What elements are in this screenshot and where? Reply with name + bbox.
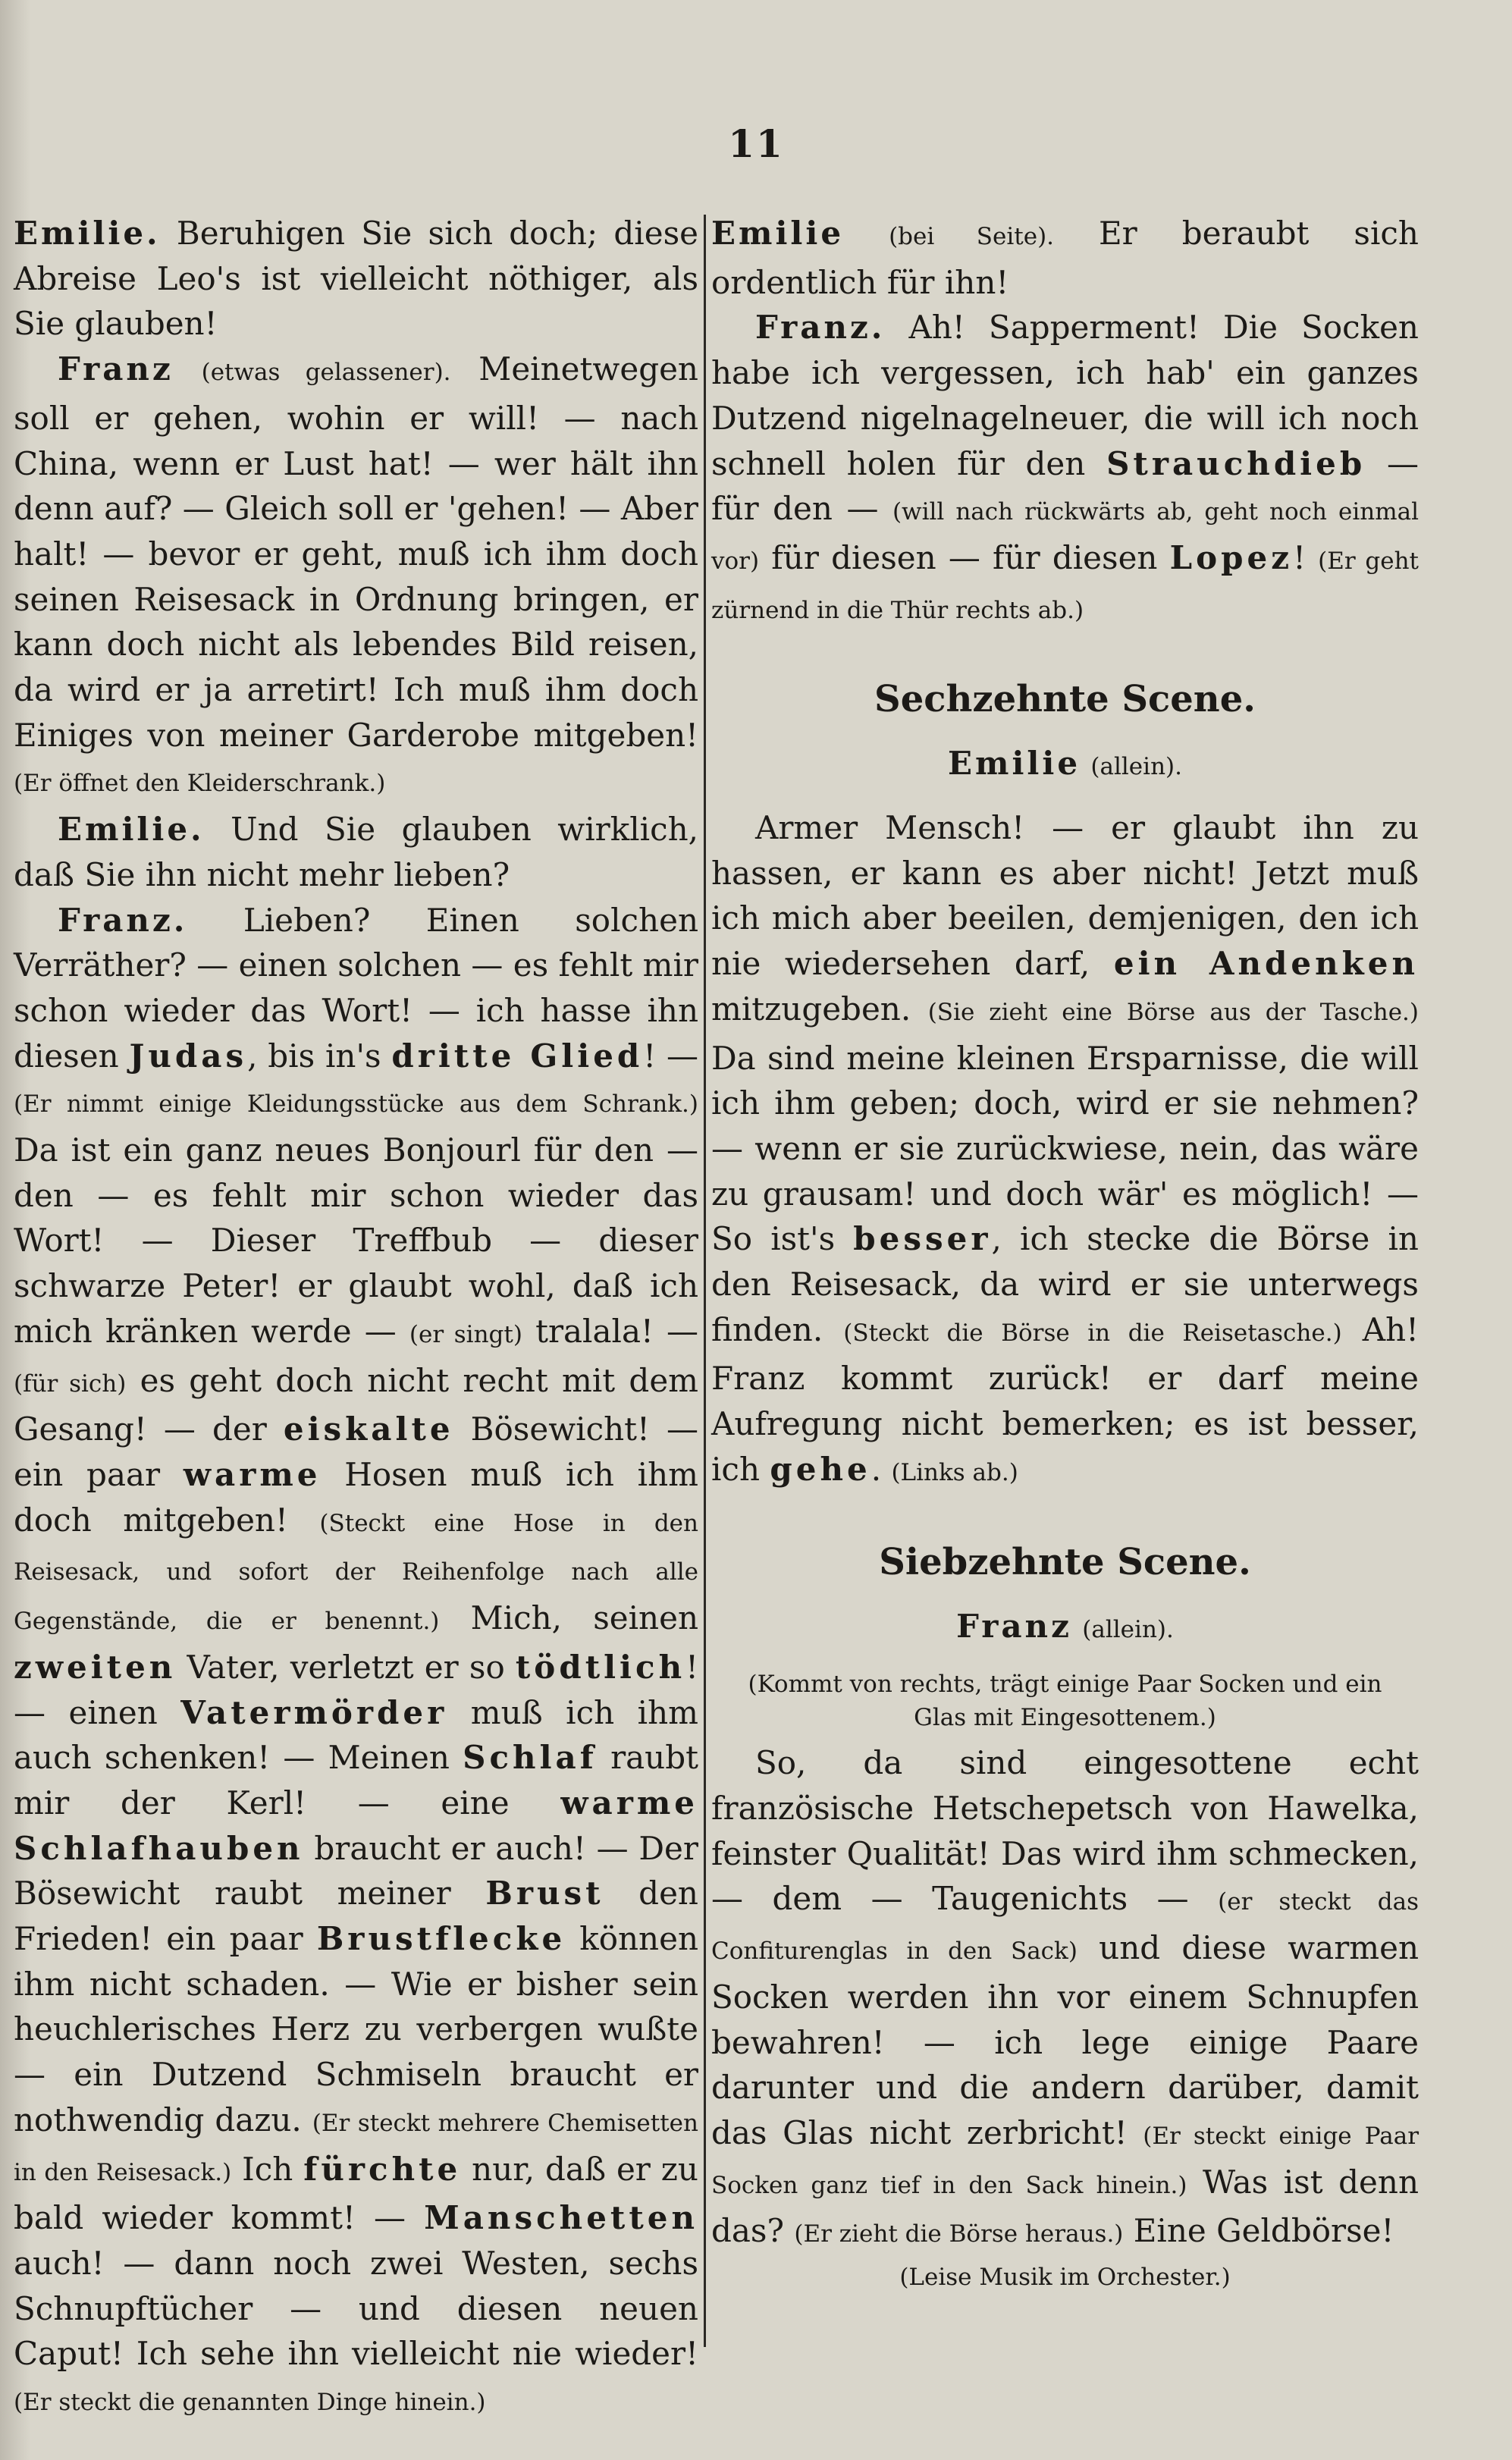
stage-direction: (allein). (1082, 1615, 1174, 1643)
dialogue-text: tralala! — (522, 1312, 698, 1350)
dialogue-text: und diese warmen Socken werden ihn vor einem Schnupfen bewahren! — ich lege einige Paare darunter und die andern darüber, damit das Glas nicht zerbricht! (711, 1929, 1419, 2151)
dialogue-text: So, da sind eingesottene echt französische Hetschepetsch von Hawelka, feinster Qualität! Das wird ihm schmecken, — dem — Taugenichts — (711, 1744, 1419, 1918)
emphasized-text: Strauchdieb (1106, 444, 1366, 482)
dialogue-paragraph (711, 211, 1419, 305)
stage-direction: (er steckt das Confiturenglas in den Sack) (711, 1888, 1419, 1966)
dialogue-text: Lieben? Einen solchen Verräther? — einen solchen — es fehlt mir schon wieder das Wort! — ich hasse ihn diesen (14, 901, 698, 1075)
dialogue-text: Er beraubt sich ordentlich für ihn! (711, 215, 1419, 301)
emphasized-text: tödtlich (515, 1648, 686, 1686)
dialogue-text: Eine Geldbörse! (1123, 2212, 1394, 2250)
speaker-name: Emilie (711, 215, 845, 252)
dialogue-text: raubt mir der Kerl! — eine (14, 1739, 698, 1821)
left-column (14, 211, 698, 2426)
dialogue-text: Und Sie glauben wirklich, daß Sie ihn nicht mehr lieben? (14, 811, 698, 893)
dialogue-text: Meinetwegen soll er gehen, wohin er will! — nach China, wenn er Lust hat! — wer hält ihn denn auf? — Gleich soll er 'gehen! — Aber halt! — bevor er geht, muß ich ihm doch seinen Reisesack in Ordnung bringen, er kann doch nicht als lebendes Bild reisen, da wird er ja arretirt! Ich muß ihm doch Einiges von meiner Garderobe mitgeben! (14, 350, 698, 754)
dialogue-text: es geht doch nicht recht mit dem Gesang! — der (14, 1361, 698, 1448)
dialogue-text: Ah! Sapperment! Die Socken habe ich vergessen, ich hab' ein ganzes Dutzend nigelnagelneuer, die will ich noch schnell holen für den (711, 309, 1419, 482)
column-divider (704, 215, 706, 2347)
emphasized-text: gehe (770, 1450, 871, 1488)
dialogue-paragraph (711, 1740, 1419, 2258)
speaker-name: Franz (58, 350, 174, 388)
right-column (711, 211, 1419, 2300)
emphasized-text: Brust (485, 1875, 604, 1912)
stage-direction: (etwas gelassener). (201, 359, 451, 387)
scene-character-line (711, 741, 1419, 790)
dialogue-text: braucht er auch! — Der Bösewicht raubt meiner (14, 1829, 698, 1912)
speaker-name: Emilie. (58, 811, 205, 849)
emphasized-text: warme (183, 1455, 322, 1493)
stage-direction: (Er steckt die genannten Dinge hinein.) (14, 2389, 486, 2417)
stage-direction: (Er geht zürnend in die Thür rechts ab.) (711, 547, 1419, 624)
dialogue-text: Vater, verletzt er so (176, 1648, 516, 1686)
stage-direction: (Steckt die Börse in die Reisetasche.) (843, 1319, 1342, 1347)
emphasized-text: dritte Glied (391, 1037, 644, 1075)
dialogue-paragraph (14, 807, 698, 897)
dialogue-paragraph (14, 898, 698, 2426)
emphasized-text: zweiten (14, 1648, 177, 1686)
emphasized-text: ein Andenken (1113, 945, 1419, 983)
dialogue-text: , bis in's (247, 1037, 392, 1075)
dialogue-text: Bösewicht! — ein paar (14, 1410, 698, 1493)
emphasized-text: Manschetten (424, 2199, 698, 2237)
stage-direction: (Er steckt mehrere Chemisetten in den Reisesack.) (14, 2109, 698, 2186)
dialogue-text: ! (1293, 538, 1307, 576)
scene-heading: Sechzehnte Scene. (874, 678, 1256, 721)
dialogue-text: ! — einen (14, 1648, 698, 1731)
dialogue-text: Armer Mensch! — er glaubt ihn zu hassen, er kann es aber nicht! Jetzt muß ich mich aber beeilen, demjenigen, den ich nie wiedersehen darf, (711, 809, 1419, 983)
dialogue-paragraph (14, 211, 698, 347)
stage-direction: (für sich) (14, 1370, 127, 1398)
stage-direction: (bei Seite). (889, 223, 1055, 250)
dialogue-text: können ihm nicht schaden. — Wie er bisher sein heuchlerisches Herz zu verbergen wußte — ein Dutzend Schmiseln braucht er nothwendig dazu. (14, 1920, 698, 2138)
emphasized-text: Lopez (1169, 538, 1294, 576)
emphasized-text: besser (853, 1220, 992, 1258)
emphasized-text: Brustflecke (316, 1920, 566, 1958)
stage-direction-block: (Leise Musik im Orchester.) (899, 2264, 1231, 2292)
dialogue-text: ! — (643, 1037, 698, 1075)
dialogue-text: Da sind meine kleinen Ersparnisse, die will ich ihm geben; doch, wird er sie nehmen? — wenn er sie zurückwiese, nein, das wäre zu grausam! und doch wär' es möglich! — So ist's (711, 1039, 1419, 1258)
emphasized-text: eiskalte (283, 1410, 454, 1448)
stage-direction: (Steckt eine Hose in den Reisesack, und sofort der Reihenfolge nach alle Gegenstände, die er benennt.) (14, 1509, 698, 1636)
stage-direction: (Er zieht die Börse heraus.) (794, 2220, 1124, 2248)
dialogue-text: den Frieden! ein paar (14, 1875, 698, 1958)
stage-direction: (Sie zieht eine Börse aus der Tasche.) (927, 998, 1419, 1026)
emphasized-text: Schlafhauben (14, 1829, 304, 1867)
scene-heading: Siebzehnte Scene. (879, 1540, 1251, 1583)
dialogue-text: mitzugeben. (711, 990, 911, 1028)
emphasized-text: fürchte (303, 2150, 462, 2188)
dialogue-text: muß ich ihm auch schenken! — Meinen (14, 1693, 698, 1777)
stage-direction: (er singt) (409, 1320, 522, 1348)
stage-direction: (allein). (1090, 753, 1182, 781)
emphasized-text: Schlaf (463, 1739, 598, 1777)
stage-direction: (Links ab.) (891, 1458, 1018, 1486)
stage-direction: (Er steckt einige Paar Socken ganz tief in den Sack hinein.) (711, 2122, 1419, 2199)
dialogue-text: Ich (231, 2150, 304, 2188)
dialogue-text: . (870, 1450, 882, 1488)
stage-direction: (Er nimmt einige Kleidungsstücke aus dem Schrank.) (14, 1090, 698, 1119)
dialogue-text: , ich stecke die Börse in den Reisesack, da wird er sie unterwegs finden. (711, 1220, 1419, 1348)
speaker-name: Emilie (948, 745, 1081, 783)
dialogue-text: auch! — dann noch zwei Westen, sechs Schnupftücher — und diesen neuen Caput! Ich sehe ihn vielleicht nie wieder! (14, 2244, 698, 2373)
dialogue-text: Hosen muß ich ihm doch mitgeben! (14, 1455, 698, 1539)
dialogue-text: Da ist ein ganz neues Bonjourl für den — den — es fehlt mir schon wieder das Wort! — Dieser Treffbub — dieser schwarze Peter! er glaubt wohl, daß ich mich kränken werde — (14, 1131, 698, 1350)
stage-direction: (Er öffnet den Kleiderschrank.) (14, 770, 386, 798)
speaker-name: Emilie. (14, 215, 161, 252)
speaker-name: Franz. (58, 901, 188, 939)
speaker-name: Franz. (755, 309, 886, 347)
dialogue-text: Was ist denn das? (711, 2163, 1419, 2250)
stage-direction-block: (Kommt von rechts, trägt einige Paar Socken und ein Glas mit Eingesottenem.) (748, 1671, 1382, 1732)
scene-character-line (711, 1604, 1419, 1653)
dialogue-text: für diesen — für diesen (759, 538, 1170, 576)
dialogue-text: nur, daß er zu bald wieder kommt! — (14, 2150, 698, 2237)
page-number: 11 (728, 121, 784, 166)
emphasized-text: Judas (129, 1037, 248, 1075)
speaker-name: Franz (956, 1607, 1072, 1645)
dialogue-paragraph (711, 305, 1419, 633)
dialogue-text: Mich, seinen (439, 1599, 699, 1637)
dialogue-text: — für den — (711, 444, 1419, 528)
dialogue-paragraph (14, 347, 698, 807)
emphasized-text: Vatermörder (180, 1693, 448, 1731)
dialogue-text: Beruhigen Sie sich doch; diese Abreise Leo's ist vielleicht nöthiger, als Sie glauben! (14, 215, 698, 343)
dialogue-paragraph (711, 805, 1419, 1496)
dialogue-text: Ah! Franz kommt zurück! er darf meine Aufregung nicht bemerken; es ist besser, ich (711, 1310, 1419, 1488)
stage-direction: (will nach rückwärts ab, geht noch einmal vor) (711, 498, 1419, 575)
emphasized-text: warme (560, 1784, 698, 1821)
